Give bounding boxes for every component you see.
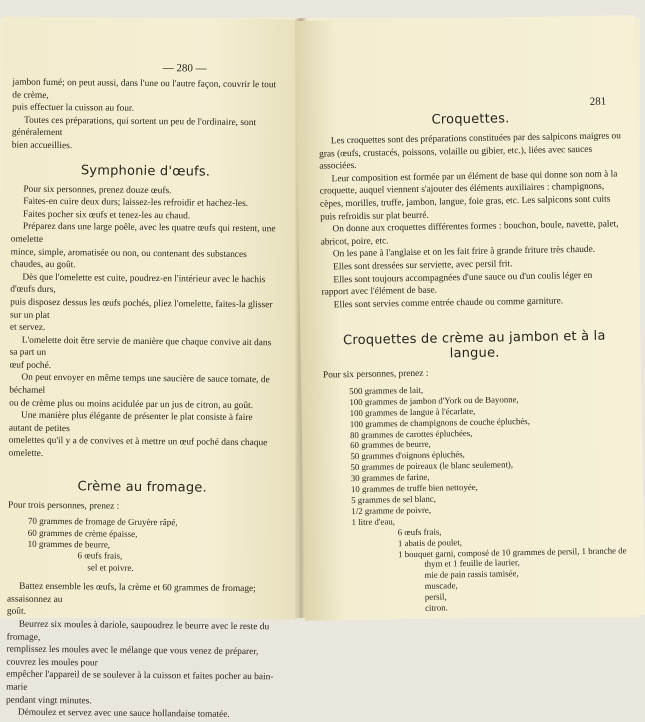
text-line: Préparez dans une large poêle, avec les quatre œufs qui restent, une omelette [10,222,276,245]
recipe-title-creme-fromage: Crème au fromage. [77,478,207,496]
ingredient-item: 10 grammes de beurre, [27,538,111,550]
text-line: Pour six personnes, prenez douze œufs. [23,184,172,196]
ingredient-item: 100 grammes de champignons de couche épluchés, [349,415,530,429]
right-page [295,15,645,621]
ingredient-item: 50 grammes d'oignons épluchés, [350,449,465,462]
text-line: gras (œufs, crustacés, poissons, volaille ou gibier, etc.), liées avec sauces associées. [319,144,593,172]
ingredient-item: 60 grammes de beurre, [350,439,431,451]
text-line: Battez ensemble les œufs, la crème et 60 grammes de fromage; assaisonnez au [6,581,256,605]
ingredient-item: 60 grammes de crème épaisse, [27,527,138,539]
text-line: remplissez les moules avec le mélange que vous venez de préparer, couvrez les moules pour [6,644,259,669]
recipe-title-croquettes: Croquettes. [431,111,510,128]
text-line: et servez. [9,322,46,333]
text-line: Leur composition est formée par un élément de base qui donne son nom à la [331,169,618,185]
text-line: croquette, auquel viennent s'ajouter des éléments auxiliaires : champignons, [319,182,605,197]
text-line: Les croquettes sont des préparations constituées par des salpicons maigres ou [330,131,621,147]
text-line: Faites-en cuire deux durs; laissez-les refroidir et hachez-les. [23,196,249,210]
right-page-number: 281 [589,95,607,108]
text-line: pendant vingt minutes. [5,695,92,707]
intro-line: Toutes ces préparations, qui sortent un peu de l'ordinaire, sont généralement [11,115,257,139]
text-line: puis refroidis sur plat beurré. [320,210,429,223]
left-page [0,16,303,721]
recipe-body-creme-fromage [6,581,275,722]
ingredient-item: persil, [424,591,447,602]
servings-line: Pour trois personnes, prenez : [7,500,120,512]
text-line: L'omelette doit être servie de manière que chaque convive ait dans sa part un [9,335,272,359]
text-line: Une manière plus élégante de présenter le plat consiste à faire autant de petites [8,410,253,435]
text-line: omelettes qu'il y a de convives et à mettre un œuf poché dans chaque omelette. [8,435,268,459]
left-intro [12,77,281,155]
left-page-number: — 280 — [162,62,207,75]
text-line: Dès que l'omelette est cuite, poudrez-en l'intérieur avec le hachis d'œufs durs, [10,272,266,296]
recipe-title-croquettes-creme: Croquettes de crème au jambon et à la langue. [342,328,606,362]
text-line: goût. [6,606,26,618]
text-line: ou de crème plus ou moins acidulée par un jus de citron, au goût. [9,398,254,411]
servings-line: Pour six personnes, prenez : [322,369,429,381]
ingredient-item: 80 grammes de carottes épluchées, [349,427,473,440]
text-line: abricot, poire, etc. [320,236,389,248]
text-line: cèpes, morilles, truffe, jambon, langue, foie gras, etc. Les salpicons sont cuits [319,194,611,210]
text-line: rapport avec l'élément de base. [321,285,438,298]
text-line: Elles sont toujours accompagnées d'une sauce ou d'un coulis léger en [333,270,593,285]
ingredient-item: 1 litre d'eau, [351,516,395,527]
recipe-body-symphonie [9,183,280,463]
text-line: empêcher l'appareil de se soulever à la cuisson et faites pocher au bain-marie [6,669,274,693]
ingredient-item: 30 grammes de farine, [350,471,430,484]
ingredient-item: 6 œufs frais, [77,550,123,562]
intro-line: jambon fumé; on peut aussi, dans l'une ou l'autre façon, couvrir le tout de crème, [12,77,277,101]
ingredient-item: 500 grammes de lait, [349,384,424,397]
ingredient-item: muscade, [424,580,458,592]
text-line: On les pane à l'anglaise et on les fait frire à grande friture très chaude. [332,245,596,260]
ingredient-item: citron. [424,602,448,613]
text-line: Elles sont dressées sur serviette, avec persil frit. [333,259,513,273]
ingredient-item: thym et 1 feuille de laurier, [424,557,520,570]
ingredient-item: 50 grammes de poireaux (le blanc seulement), [350,459,514,473]
ingredient-item: 1 bouquet garni, composé de 10 grammes de persil, 1 branche de [398,544,627,559]
text-line: Démoulez et servez avec une sauce hollandaise tomatée. [17,707,230,721]
ingredient-item: 5 grammes de sel blanc, [351,493,436,506]
text-line: puis disposez dessus les œufs pochés, pliez l'omelette, faites-la glisser sur un plat [9,297,273,321]
ingredient-item: 6 œufs frais, [397,526,442,537]
recipe-title-symphonie: Symphonie d'œufs. [80,162,211,180]
text-line: Elles sont servies comme entrée chaude ou comme garniture. [333,296,564,311]
text-line: Beurrez six moules à dariole, saupoudrez le beurre avec le reste du fromage, [6,619,270,643]
ingredient-item: mie de pain rassis tamisée, [424,568,519,581]
ingredient-item: 100 grammes de jambon d'York ou de Bayonne, [349,393,519,407]
recipe-body-croquettes [319,130,626,312]
text-line: mince, simple, aromatisée ou non, ou contenant des substances chaudes, au goût. [10,247,247,271]
text-line: œuf poché. [9,360,52,371]
ingredient-item: 70 grammes de fromage de Gruyère râpé, [27,515,178,528]
text-line: On donne aux croquettes différentes formes : bouchon, boule, navette, palet, [332,219,619,235]
text-line: Faites pocher six œufs et tenez-les au chaud. [23,209,191,222]
text-line: On peut envoyer en même temps une saucière de sauce tomate, de béchamel [9,373,270,396]
ingredient-list [349,381,631,615]
intro-line: bien accueillies. [11,140,73,152]
ingredient-list [27,516,276,576]
ingredient-item: sel et poivre. [87,562,134,573]
ingredient-item: 10 grammes de truffe bien nettoyée, [350,481,478,495]
ingredient-item: 1/2 gramme de poivre, [351,504,432,516]
ingredient-item: 100 grammes de langue à l'écarlate, [349,405,476,418]
book-spread [0,18,640,721]
intro-line: puis effectuer la cuisson au four. [12,102,134,115]
ingredient-item: 1 abatis de poulet, [397,536,463,548]
